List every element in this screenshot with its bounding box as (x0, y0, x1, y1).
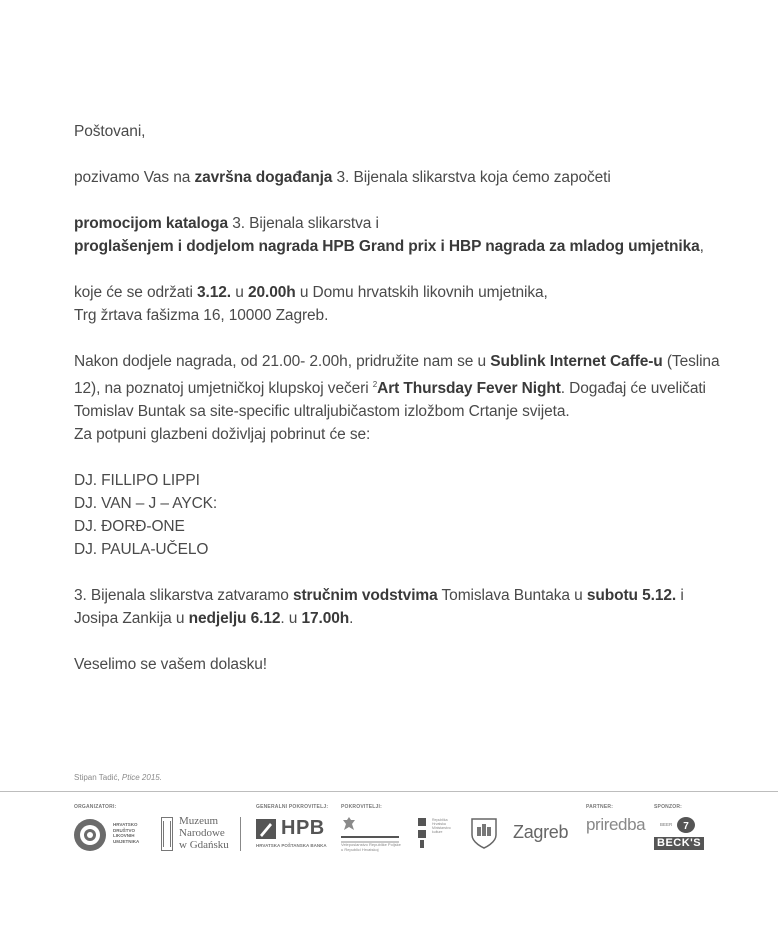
text: . (349, 610, 354, 628)
muzeum-line: w Gdańsku (179, 839, 229, 851)
salutation: Poštovani, (74, 123, 146, 140)
muzeum-emblem-icon (161, 817, 173, 851)
emphasis: stručnim vodstvima (292, 587, 438, 605)
hdlu-text: HRVATSKO DRUŠTVO LIKOVNIH UMJETNIKA (113, 822, 140, 844)
event-name: Art Thursday Fever Night (377, 380, 561, 398)
organizers-label: ORGANIZATORI: (74, 804, 117, 810)
list-item: DJ. ĐORĐ-ONE (74, 518, 185, 536)
text: 3. Bijenala slikarstva zatvaramo (74, 587, 293, 605)
text: , (699, 238, 704, 255)
date: 3.12. (197, 284, 232, 301)
poland-text: Veleposlanstvo Republike Poljske u Republici Hrvatskoj (341, 842, 401, 852)
time: 17.00h (301, 610, 350, 628)
emphasis: promocijom kataloga (74, 215, 228, 232)
hpb-emblem-icon (256, 819, 276, 839)
time: 20.00h (247, 284, 296, 301)
hpb-logo: HPB (281, 817, 325, 839)
list-item: DJ. PAULA-UČELO (74, 541, 209, 559)
text: i (676, 587, 684, 605)
date-line (74, 281, 734, 304)
zagreb-coat-of-arms-icon (471, 817, 497, 854)
text: (Teslina 12), na poznatoj umjetničkoj klupskoj večeri (74, 353, 720, 398)
text: pozivamo Vas na (74, 169, 195, 186)
emphasis: proglašenjem i dodjelom nagrada HPB Grand prix i HBP nagrada za mladog umjetnika (74, 238, 700, 255)
image-credit (74, 773, 162, 782)
sponsor-label: SPONZOR: (654, 804, 682, 810)
letter-body (74, 120, 734, 676)
muzeum-line: Muzeum (179, 815, 219, 827)
text: u Domu hrvatskih likovnih umjetnika, (295, 284, 548, 301)
footer-divider (0, 791, 778, 792)
priredba-logo: priredba (586, 815, 646, 834)
text: 3. Bijenala slikarstva i (228, 215, 379, 232)
invitation-paragraph (74, 166, 734, 189)
text: u (231, 284, 248, 301)
hdlu-emblem-icon (72, 817, 108, 853)
text: Tomislava Buntaka u (437, 587, 587, 605)
muzeum-line: Narodowe (179, 827, 225, 839)
superscript: 2 (372, 380, 378, 389)
sign-off: Veselimo se vašem dolasku! (74, 656, 267, 674)
svg-text:7: 7 (683, 821, 689, 832)
patrons-label: POKROVITELJI: (341, 804, 382, 810)
text: Nakon dodjele nagrada, od 21.00- 2.00h, pridružite nam se u (74, 353, 491, 370)
credit-work: Ptice 2015. (121, 773, 162, 782)
emphasis: završna događanja (194, 169, 333, 186)
music-line: Za potpuni glazbeni doživljaj pobrinut će se: (74, 426, 371, 444)
date: nedjelju 6.12 (188, 610, 281, 628)
address-line: Trg žrtava fašizma 16, 10000 Zagreb. (74, 307, 329, 324)
venue: Sublink Internet Caffe-u (490, 353, 663, 370)
becks-small-text: BEER (660, 822, 673, 827)
text: Josipa Zankija u (74, 610, 189, 628)
promotion-line (74, 212, 734, 235)
hpb-subtext: HRVATSKA POŠTANSKA BANKA (256, 843, 327, 848)
muzeum-logo (179, 815, 229, 851)
zagreb-logo: Zagreb (513, 822, 569, 842)
hdlu-logo (72, 817, 108, 853)
logo-separator (240, 817, 241, 851)
becks-logo: BECK'S (654, 837, 704, 850)
party-paragraph (74, 350, 734, 423)
becks-key-icon (676, 816, 696, 839)
ministry-emblem-icon (418, 818, 428, 850)
text: . Događaj će uveličati Tomislav Buntak sa site-specific ultraljubičastom izložbom Crtanje svijeta. (74, 380, 706, 421)
date: subotu 5.12. (586, 587, 677, 605)
awards-line (74, 235, 734, 258)
dj-list (74, 469, 734, 561)
list-item: DJ. FILLIPO LIPPI (74, 472, 200, 490)
text: koje će se održati (74, 284, 198, 301)
text: . u (280, 610, 302, 628)
polish-eagle-icon (342, 816, 356, 837)
credit-author: Stipan Tadić, (74, 773, 120, 782)
ministry-text: Republika Hrvatska Ministarstvo kulture (432, 818, 451, 834)
text: 3. Bijenala slikarstva koja ćemo započeti (332, 169, 611, 186)
closing-paragraph (74, 584, 734, 630)
general-sponsor-label: GENERALNI POKROVITELJ: (256, 804, 329, 810)
partner-label: PARTNER: (586, 804, 614, 810)
list-item: DJ. VAN – J – AYCK: (74, 495, 218, 513)
